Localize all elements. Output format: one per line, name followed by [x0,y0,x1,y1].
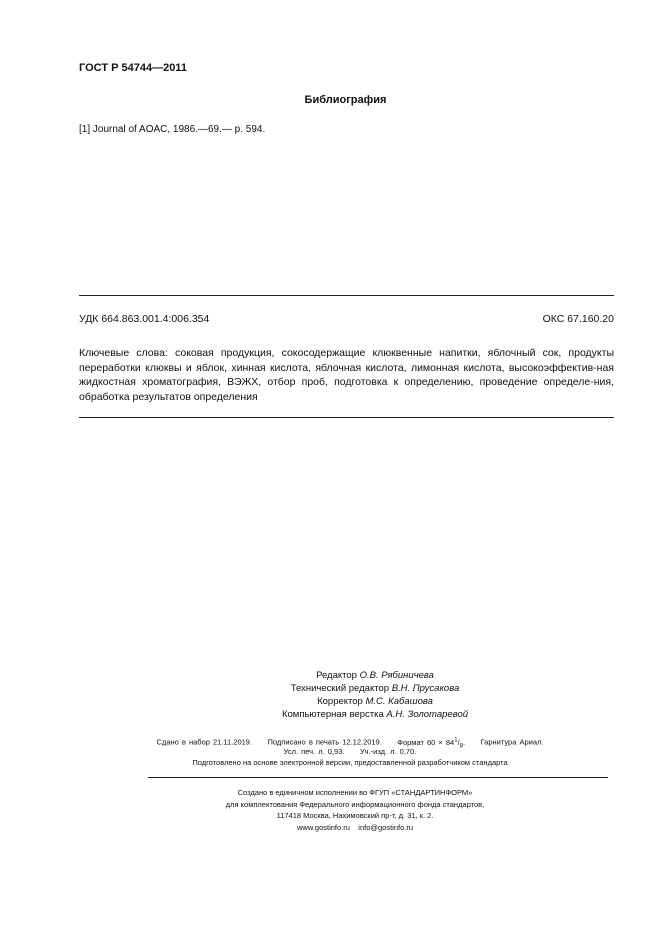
format: Формат $60 \times 84^1/_8$. [397,737,466,749]
footer-divider [148,777,608,778]
corrector-label: Корректор [317,696,363,707]
bottom-divider [79,417,614,418]
keywords-paragraph [79,346,614,404]
footer-line-3: 117418 Москва, Нахимовский пр-т, д. 31, к. 2. [276,811,434,820]
format-numerator: 1 [454,737,458,743]
keywords-label: Ключевые слова: [79,347,168,359]
editor-label: Редактор [316,670,357,681]
tech-editor-label: Технический редактор [290,683,390,694]
pub-sheets: Уч.-изд. л. 0,70. [359,747,417,756]
typeface: Гарнитура Ариал. [480,737,544,747]
bibliography-entry: [1] Journal of AOAC, 1986.—69.— p. 594. [79,124,266,135]
tech-editor-line [150,682,600,695]
footer-line-2: для комплектования Федерального информационного фонда стандартов, [225,799,485,809]
tech-editor-name: В.Н. Прусакова [391,683,460,694]
email-link[interactable]: info@gostinfo.ru [358,822,414,832]
layout-label: Компьютерная верстка [281,709,384,720]
credits-block [150,669,600,721]
format-prefix: Формат 60 × 84 [397,737,455,747]
source-note: Подготовлено на основе электронной версии, предоставленной разработчиком стандарта [192,758,508,767]
footer-contacts [125,822,585,834]
layout-name: А.Н. Золотаревой [386,709,469,720]
footer-line-1: Создано в единичном исполнении во ФГУП «СТАНДАРТИНФОРМ» [237,788,473,797]
editor-name: О.В. Рябиничева [359,670,434,681]
bibliography-title: Библиография [304,94,387,106]
keywords-text: соковая продукция, сокосодержащие клюквенные напитки, яблочный сок, продукты переработки клюквы и яблок, хинная кислота, яблочная кислота, лимонная кислота, высокоэффектив-ная жидкостная хроматография, ВЭЖХ, отбор проб, подготовка к определению, проведение определе-ния, обработка результатов определения [79,347,614,403]
oks-code: ОКС 67.160.20 [542,313,614,325]
website-link[interactable]: www.gostinfo.ru [296,822,350,832]
signed-date: Подписано в печать 12.12.2019. [267,737,382,747]
submitted-date: Сдано в набор 21.11.2019. [156,737,253,747]
print-sheets: Усл. печ. л. 0,93. [283,747,345,756]
layout-line [150,708,600,721]
top-divider [79,295,614,296]
format-denominator: 8 [459,743,464,749]
document-code: ГОСТ Р 54744—2011 [79,62,187,74]
footer-block [125,787,585,833]
editor-line [150,669,600,682]
corrector-name: М.С. Кабашова [365,696,433,707]
corrector-line [150,695,600,708]
udc-code: УДК 664.863.001.4:006.354 [79,313,210,325]
